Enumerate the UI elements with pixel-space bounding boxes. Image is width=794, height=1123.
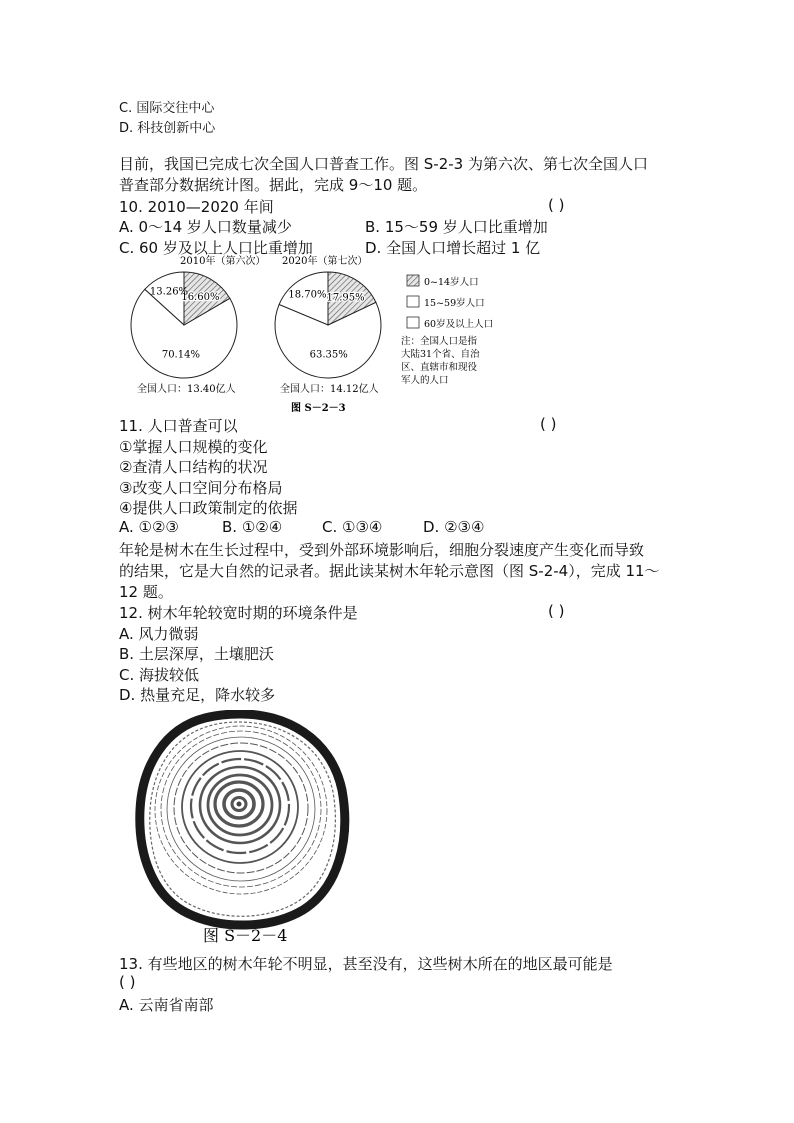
legend-note-line: 军人的人口 [401,375,449,386]
figure-caption-s-2-4: 图 S－2－4 [203,926,288,945]
pith-center [237,802,242,807]
q8-option-d: D. 科技创新中心 [119,121,216,136]
intro-paragraph-line: 的结果，它是大自然的记录者。据此读某树木年轮示意图（图 S-2-4），完成 11～ [119,562,660,580]
pie-label-0-14-2010: 16.60% [181,292,220,303]
legend-label-15-59: 15~59岁人口 [424,298,485,309]
pie-title-2010: 2010年（第六次） [180,256,266,267]
q13-option-a: A. 云南省南部 [119,996,214,1014]
q12-option-d: D. 热量充足，降水较多 [119,686,276,704]
pie-footer-2010: 全国人口：13.40亿人 [137,384,236,395]
intro-paragraph-line: 年轮是树木在生长过程中，受到外部环境影响后，细胞分裂速度产生变化而导致 [119,541,645,559]
q11-option-a: A. ①②③ [119,518,179,536]
q11-answer-paren: ( ) [540,415,557,433]
intro-paragraph-line: 目前，我国已完成七次全国人口普查工作。图 S-2-3 为第六次、第七次全国人口 [119,155,648,173]
figure-caption-s-2-3: 图 S－2－3 [291,403,346,414]
q11-statement-3: ③改变人口空间分布格局 [119,479,283,497]
q11-option-b: B. ①②④ [222,518,283,536]
intro-paragraph-line: 12 题。 [119,583,173,601]
pie-chart-2020 [275,254,381,395]
q11-option-d: D. ②③④ [423,518,485,536]
q10-answer-paren: ( ) [548,196,565,214]
q11-statement-4: ④提供人口政策制定的依据 [119,499,298,517]
intro-paragraph-line: 普查部分数据统计图。据此，完成 9～10 题。 [119,176,428,194]
pie-legend [401,275,493,386]
legend-swatch-0-14 [407,275,419,286]
q13-stem: 13. 有些地区的树木年轮不明显，甚至没有，这些树木所在的地区最可能是 [119,955,613,973]
q13-answer-paren: ( ) [119,973,136,991]
pie-label-15-59-2010: 70.14% [161,349,200,361]
pie-label-60plus-2010: 13.26% [149,286,189,298]
pie-footer-2020: 全国人口：14.12亿人 [280,384,379,395]
pie-label-0-14-2020: 17.95% [326,292,365,304]
legend-note-line: 区、直辖市和现役 [401,362,478,373]
q10-option-a: A. 0～14 岁人口数量减少 [119,218,292,236]
legend-label-60plus: 60岁及以上人口 [424,319,494,330]
population-pie-figure [125,252,525,417]
q12-answer-paren: ( ) [548,602,565,620]
legend-swatch-60plus [407,317,419,328]
q12-option-b: B. 土层深厚，土壤肥沃 [119,645,274,663]
legend-swatch-15-59 [407,296,419,307]
tree-ring-figure [135,710,355,950]
pie-title-2020: 2020年（第七次） [282,256,368,267]
pie-label-15-59-2020: 63.35% [309,349,348,361]
pie-chart-2010 [131,254,265,395]
q10-stem: 10. 2010—2020 年间 [119,198,274,216]
q12-stem: 12. 树木年轮较宽时期的环境条件是 [119,604,358,622]
q11-statement-1: ①掌握人口规模的变化 [119,438,268,456]
q11-option-c: C. ①③④ [322,518,383,536]
legend-label-0-14: 0~14岁人口 [424,277,479,288]
q8-option-c: C. 国际交往中心 [119,101,215,116]
q12-option-c: C. 海拔较低 [119,666,200,684]
legend-note-line: 大陆31个省、自治 [401,349,480,360]
q10-option-d: D. 全国人口增长超过 1 亿 [365,239,541,257]
q11-statement-2: ②查清人口结构的状况 [119,458,268,476]
legend-note-line: 注：全国人口是指 [401,336,478,347]
pie-label-60plus-2020: 18.70% [288,289,327,301]
q10-option-c: C. 60 岁及以上人口比重增加 [119,239,313,257]
q12-option-a: A. 风力微弱 [119,625,199,643]
q11-stem: 11. 人口普查可以 [119,417,238,435]
q10-option-b: B. 15～59 岁人口比重增加 [365,218,548,236]
